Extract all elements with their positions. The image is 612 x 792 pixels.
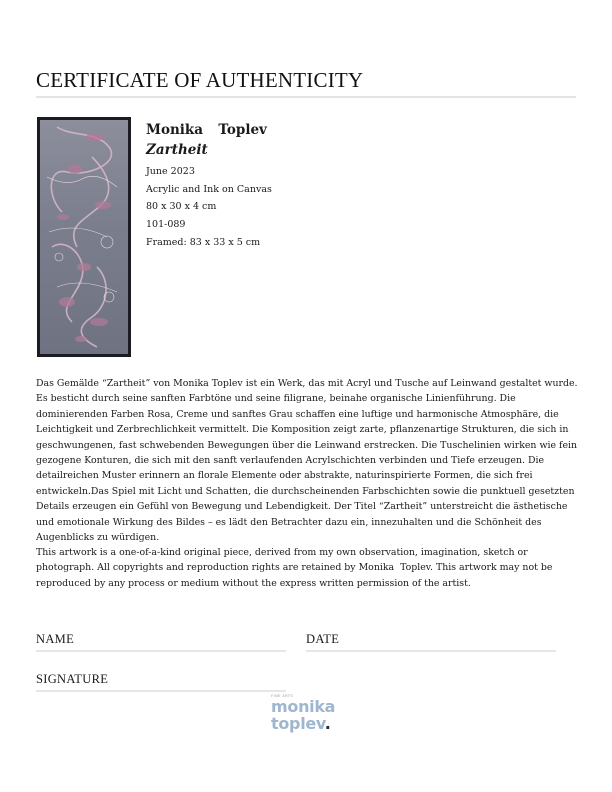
artist-logo [271, 693, 336, 739]
certificate-title: CERTIFICATE OF AUTHENTICITY [36, 68, 364, 92]
logo-line-2-text: toplev [271, 714, 325, 733]
name-line[interactable] [36, 650, 286, 652]
artwork-description: Das Gemälde “Zartheit” von Monika Toplev ist ein Werk, das mit Acryl und Tusche auf Leinwand gestaltet wurde. Es besticht durch seine sanften Farbtöne und seine filigrane, beinahe organische Linienführung. Die dominierenden Farben Rosa, Creme und sanftes Grau schaffen eine luftige und harmonische Atmosphäre, die Leichtigkeit und Zerbrechlichkeit vermittelt. Die Komposition zeigt zarte, pflanzenartige Strukturen, die sich in geschwungenen, fast schwebenden Bewegungen über die Leinwand erstrecken. Die Tuschelinien wirken wie fein gezogene Konturen, die sich mit den sanft verlaufenden Acrylschichten verbinden und Tiefe erzeugen. Die detailreichen Muster erinnern an florale Elemente oder abstrakte, naturinspirierte Formen, die sich frei entwickeln.Das Spiel mit Licht und Schatten, die durchscheinenden Farbschichten sowie die punktuell gesetzten Details erzeugen ein Gefühl von Bewegung und Lebendigkeit. Der Titel “Zartheit” unterstreicht die ästhetische und emotionale Wirkung des Bildes – es lädt den Betrachter dazu ein, innezuhalten und die Schönheit des Augenblicks zu würdigen. [36, 378, 578, 544]
artwork-image [37, 117, 131, 357]
artwork-painting [37, 117, 131, 357]
signature-line[interactable] [36, 690, 286, 692]
name-label: NAME [36, 632, 75, 646]
date-line[interactable] [306, 650, 556, 652]
artwork-framed-size: Framed: 83 x 33 x 5 cm [146, 236, 261, 248]
signature-label: SIGNATURE [36, 672, 109, 686]
artwork-inventory-number: 101-089 [146, 219, 186, 231]
date-label: DATE [306, 632, 340, 646]
artwork-date: June 2023 [146, 166, 195, 177]
artwork-dimensions: 80 x 30 x 4 cm [146, 201, 217, 213]
logo-dot: . [324, 714, 331, 733]
title-divider [36, 96, 576, 98]
logo-line-1: monika [271, 697, 336, 716]
artist-name: Monika Toplev [146, 122, 267, 138]
logo-line-2 [271, 715, 331, 732]
artwork-details [146, 121, 272, 252]
logo-small-text: FINE ARTS [271, 693, 294, 698]
artwork-medium: Acrylic and Ink on Canvas [146, 183, 272, 195]
artwork-title: Zartheit [146, 142, 208, 158]
rights-statement: This artwork is a one-of-a-kind original piece, derived from my own observation, imagination, sketch or photograph. All copyrights and reproduction rights are retained by Monika Toplev. This artwork may not be reproduced by any process or medium without the express written permission of the artist. [36, 547, 556, 589]
